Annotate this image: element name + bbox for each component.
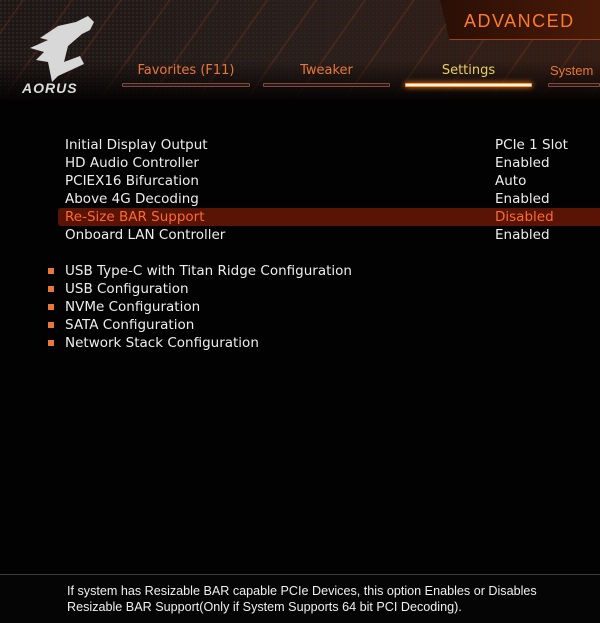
- submenu-label: Network Stack Configuration: [65, 335, 259, 351]
- setting-hd-audio-controller[interactable]: [58, 154, 600, 172]
- setting-onboard-lan-controller[interactable]: [58, 226, 600, 244]
- help-panel: [0, 574, 600, 623]
- setting-value[interactable]: Enabled: [495, 227, 550, 243]
- tab-tweaker[interactable]: [263, 63, 390, 91]
- setting-label: PCIEX16 Bifurcation: [65, 173, 199, 189]
- tab-label: Settings: [441, 63, 496, 78]
- setting-pciex16-bifurcation[interactable]: [58, 172, 600, 190]
- bullet-icon: [48, 304, 54, 310]
- header: [0, 0, 600, 100]
- setting-value[interactable]: Disabled: [495, 209, 554, 225]
- setting-value[interactable]: Enabled: [495, 191, 550, 207]
- help-text: [67, 583, 597, 615]
- submenu-label: USB Configuration: [65, 281, 189, 297]
- tab-label: System: [550, 63, 594, 78]
- tab-underline: [548, 83, 600, 87]
- help-line: Resizable BAR Support(Only if System Supports 64 bit PCI Decoding).: [67, 600, 462, 614]
- setting-value[interactable]: PCIe 1 Slot: [495, 137, 568, 153]
- setting-label: Re-Size BAR Support: [65, 209, 205, 225]
- setting-value[interactable]: Enabled: [495, 155, 550, 171]
- submenu-usb-type-c[interactable]: [48, 262, 548, 280]
- tab-label: Favorites (F11): [137, 63, 235, 78]
- aorus-logo-text: AORUS: [22, 80, 78, 96]
- mode-title: ADVANCED: [464, 11, 575, 31]
- submenu-label: USB Type-C with Titan Ridge Configuration: [65, 263, 352, 279]
- tab-underline: [263, 83, 390, 87]
- bullet-icon: [48, 340, 54, 346]
- setting-label: Onboard LAN Controller: [65, 227, 226, 243]
- submenu-nvme[interactable]: [48, 298, 548, 316]
- submenu-network-stack[interactable]: [48, 334, 548, 352]
- submenu-sata[interactable]: [48, 316, 548, 334]
- setting-label: Initial Display Output: [65, 137, 208, 153]
- setting-label: Above 4G Decoding: [65, 191, 199, 207]
- setting-above-4g-decoding[interactable]: [58, 190, 600, 208]
- setting-label: HD Audio Controller: [65, 155, 199, 171]
- tab-underline: [122, 83, 250, 87]
- bullet-icon: [48, 322, 54, 328]
- tab-label: Tweaker: [300, 63, 353, 78]
- setting-value[interactable]: Auto: [495, 173, 527, 189]
- submenu-usb[interactable]: [48, 280, 548, 298]
- bullet-icon: [48, 286, 54, 292]
- tab-system[interactable]: [548, 63, 600, 91]
- setting-initial-display-output[interactable]: [58, 136, 600, 154]
- setting-resize-bar-support[interactable]: [58, 208, 600, 226]
- tab-underline: [405, 83, 532, 87]
- submenu-label: SATA Configuration: [65, 317, 195, 333]
- help-line: If system has Resizable BAR capable PCIe Devices, this option Enables or Disables: [67, 584, 537, 598]
- tab-settings[interactable]: [405, 63, 532, 91]
- bullet-icon: [48, 268, 54, 274]
- submenu-label: NVMe Configuration: [65, 299, 201, 315]
- tab-favorites[interactable]: [122, 63, 250, 91]
